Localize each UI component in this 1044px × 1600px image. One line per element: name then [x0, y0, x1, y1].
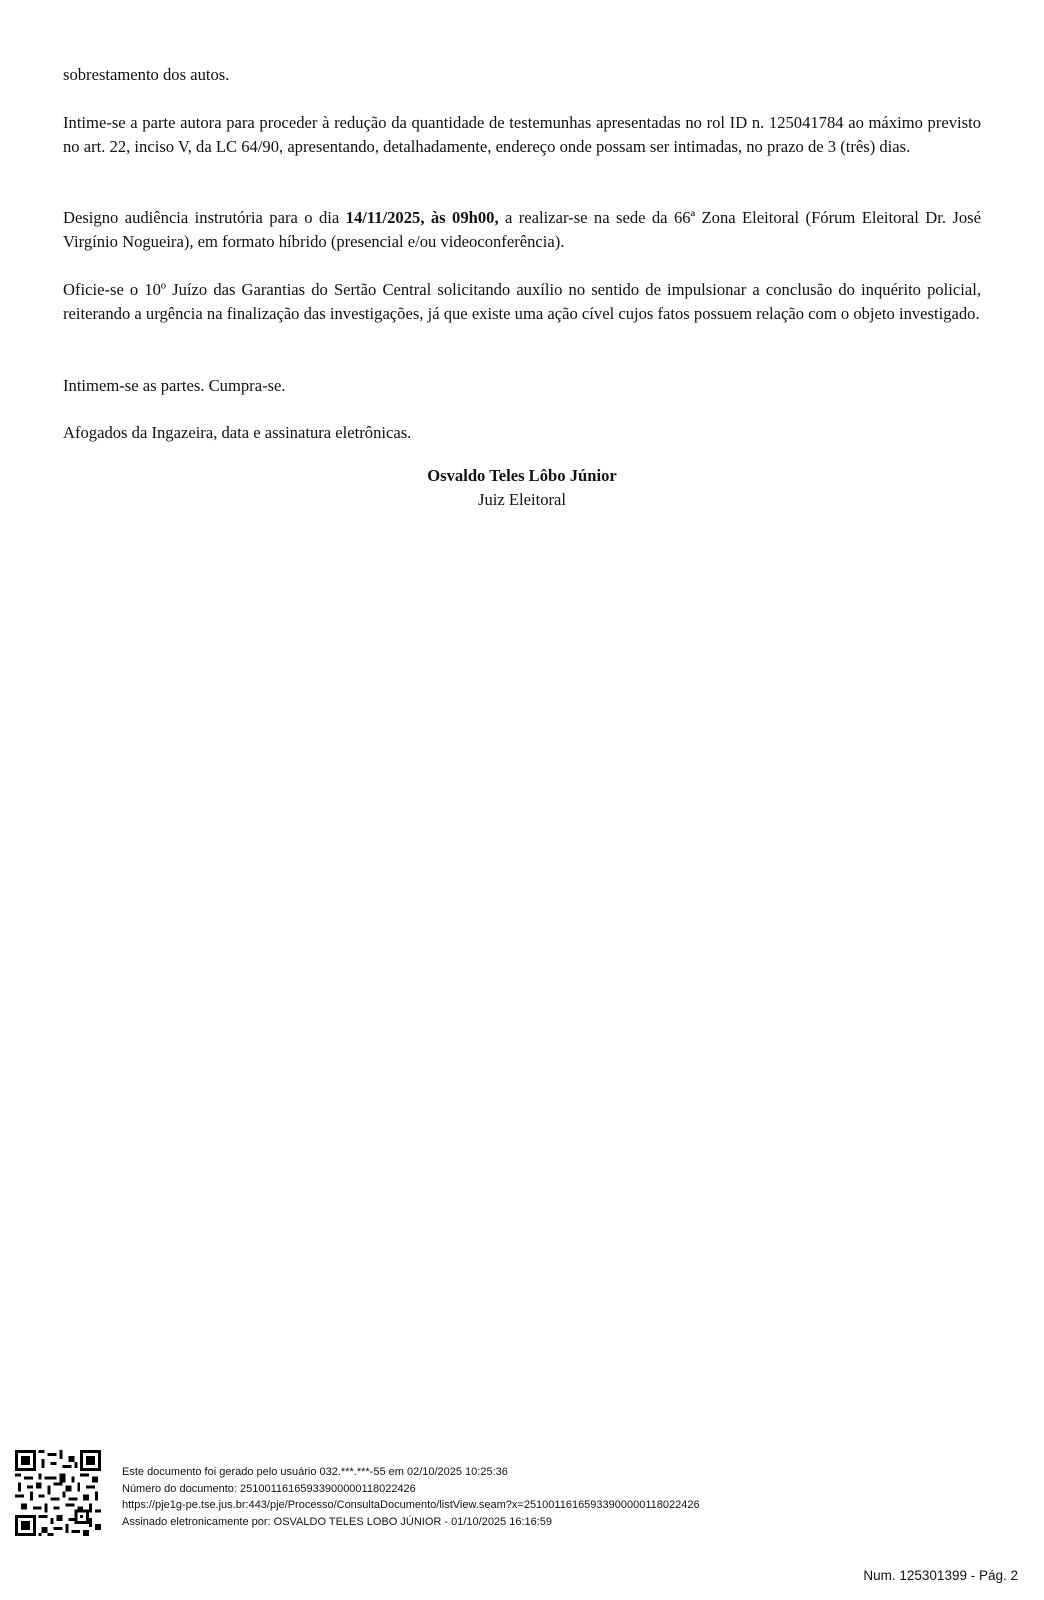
- hearing-date-time: 14/11/2025, às 09h00,: [345, 208, 499, 227]
- page-number: Num. 125301399 - Pág. 2: [863, 1568, 1018, 1583]
- paragraph-continuation: sobrestamento dos autos.: [63, 65, 230, 84]
- footer-generated-by: Este documento foi gerado pelo usuário 032.***.***-55 em 02/10/2025 10:25:36: [122, 1466, 508, 1478]
- hearing-text-end: a realizar-se na sede da 66ª Zona Eleitoral (Fórum Eleitoral Dr. José Virgínio Nogueira), em formato híbrido (presencial e/ou videoconferência).: [63, 208, 981, 251]
- signatory-name: Osvaldo Teles Lôbo Júnior: [427, 466, 617, 485]
- paragraph-intimation-parties: Intimem-se as partes. Cumpra-se.: [63, 376, 286, 395]
- paragraph-intimation-witnesses: Intime-se a parte autora para proceder à redução da quantidade de testemunhas apresentadas no rol ID n. 125041784 ao máximo previsto no art. 22, inciso V, da LC 64/90, apresentando, detalhadamente, endereço onde possam ser intimadas, no prazo de 3 (três) dias.: [63, 113, 981, 156]
- footer-document-url[interactable]: https://pje1g-pe.tse.jus.br:443/pje/Processo/ConsultaDocumento/listView.seam?x=25100116165933900000118022426: [122, 1499, 700, 1511]
- signatory-role: Juiz Eleitoral: [477, 490, 566, 509]
- hearing-text-start: Designo audiência instrutória para o dia: [63, 208, 346, 227]
- footer-signed-by: Assinado eletronicamente por: OSVALDO TELES LOBO JÚNIOR - 01/10/2025 16:16:59: [122, 1515, 553, 1528]
- document-footer: [122, 1464, 700, 1530]
- footer-document-number: Número do documento: 25100116165933900000118022426: [122, 1482, 416, 1495]
- paragraph-place-date: Afogados da Ingazeira, data e assinatura eletrônicas.: [63, 423, 412, 442]
- paragraph-official-letter: Oficie-se o 10º Juízo das Garantias do Sertão Central solicitando auxílio no sentido de impulsionar a conclusão do inquérito policial, reiterando a urgência na finalização das investigações, já que existe uma ação cível cujos fatos possuem relação com o objeto investigado.: [63, 280, 981, 323]
- qr-code: [15, 1450, 101, 1536]
- paragraph-hearing-designation: [63, 206, 981, 254]
